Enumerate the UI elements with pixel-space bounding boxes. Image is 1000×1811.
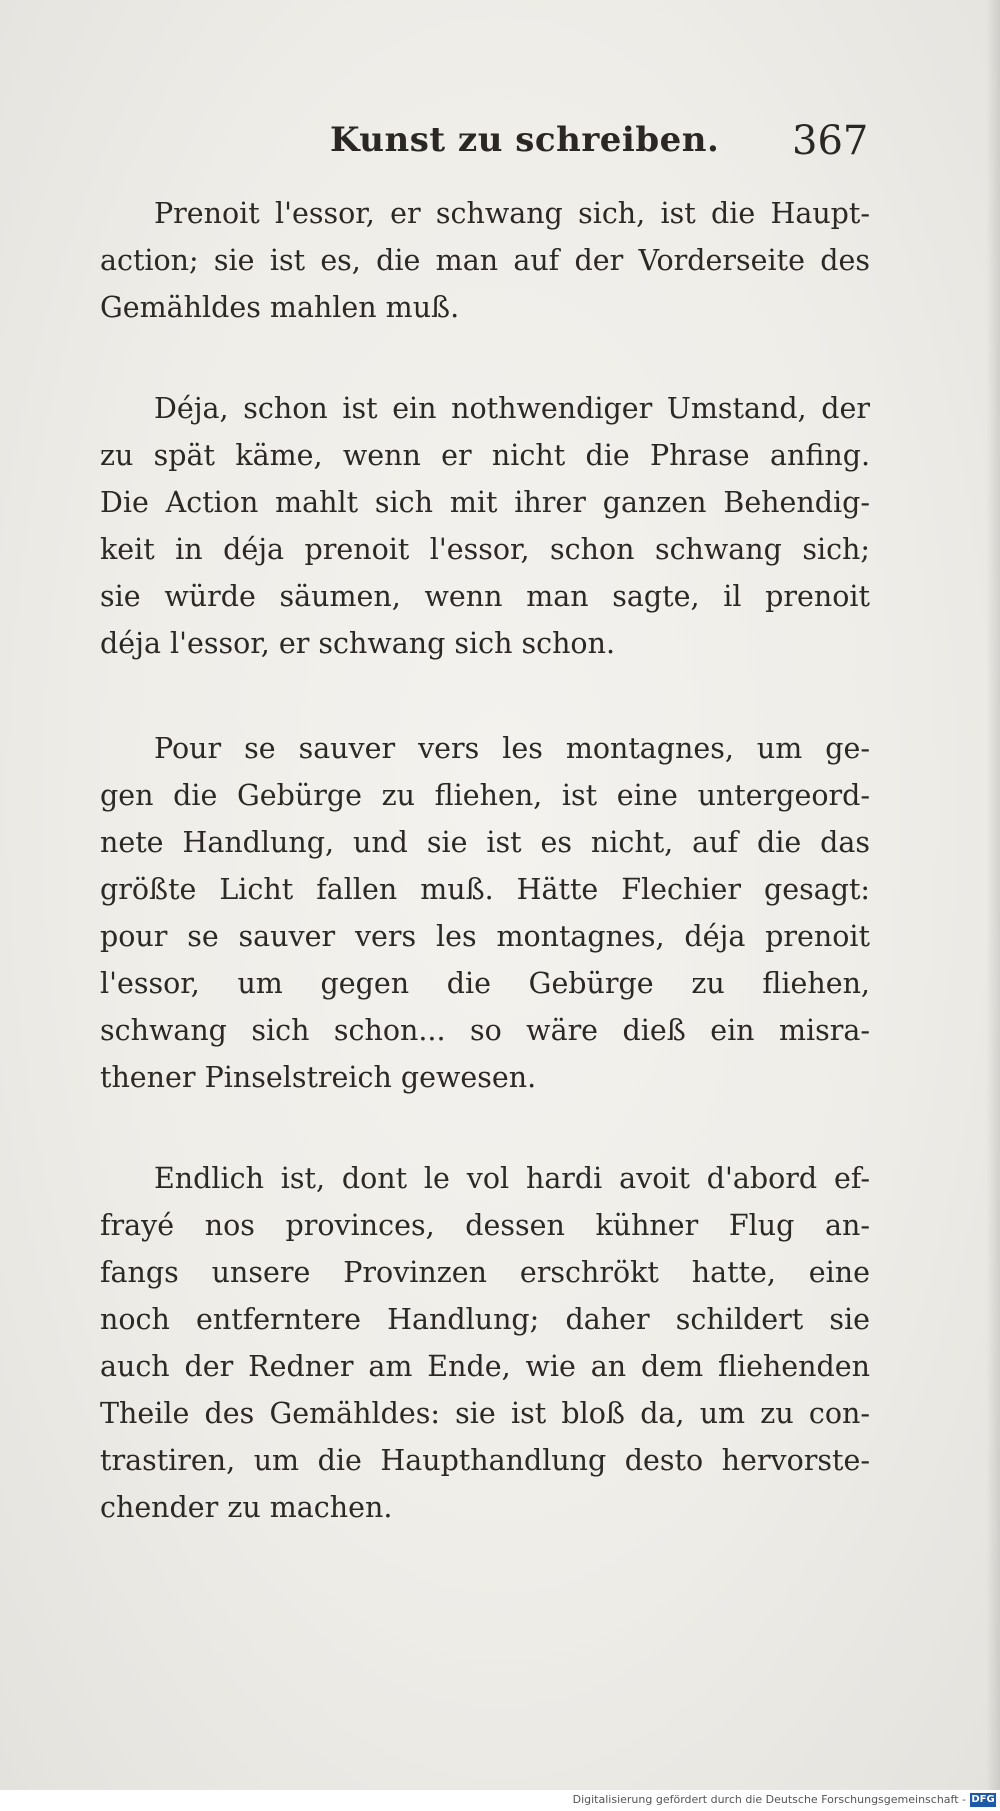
text-line: noch entferntere Handlung; daher schildert sie xyxy=(100,1303,870,1336)
text-line: Theile des Gemähldes: sie ist bloß da, um zu con- xyxy=(100,1397,870,1430)
text-line: action; sie ist es, die man auf der Vorderseite des xyxy=(100,244,870,277)
text-line: thener Pinselstreich gewesen. xyxy=(100,1061,537,1094)
text-line: frayé nos provinces, dessen kühner Flug an- xyxy=(100,1209,870,1242)
text-line: déja l'essor, er schwang sich schon. xyxy=(100,627,616,660)
paragraph-1 xyxy=(100,190,870,331)
text-line: größte Licht fallen muß. Hätte Flechier gesagt: xyxy=(100,873,870,906)
text-line: Déja, schon ist ein nothwendiger Umstand, der xyxy=(154,392,870,425)
text-line: zu spät käme, wenn er nicht die Phrase anfing. xyxy=(100,439,870,472)
text-line: trastiren, um die Haupthandlung desto hervorste- xyxy=(100,1444,870,1477)
text-line: Endlich ist, dont le vol hardi avoit d'abord ef- xyxy=(154,1162,870,1195)
text-line: l'essor, um gegen die Gebürge zu fliehen, xyxy=(100,967,870,1000)
text-line: auch der Redner am Ende, wie an dem fliehenden xyxy=(100,1350,870,1383)
text-line: Prenoit l'essor, er schwang sich, ist die Haupt- xyxy=(154,197,870,230)
text-line: Die Action mahlt sich mit ihrer ganzen Behendig- xyxy=(100,486,870,519)
text-line: Pour se sauver vers les montagnes, um ge- xyxy=(154,732,870,765)
paragraph-3 xyxy=(100,725,870,1101)
running-title: Kunst zu schreiben. xyxy=(330,120,720,160)
funding-credit: Digitalisierung gefördert durch die Deutsche Forschungsgemeinschaft - xyxy=(572,1793,966,1806)
text-line: schwang sich schon... so wäre dieß ein misra- xyxy=(100,1014,870,1047)
text-line: chender zu machen. xyxy=(100,1491,393,1524)
text-line: sie würde säumen, wenn man sagte, il prenoit xyxy=(100,580,870,613)
text-line: pour se sauver vers les montagnes, déja prenoit xyxy=(100,920,870,953)
text-line: Gemähldes mahlen muß. xyxy=(100,291,460,324)
digitization-footer xyxy=(0,1790,1000,1811)
text-line: nete Handlung, und sie ist es nicht, auf die das xyxy=(100,826,870,859)
dfg-logo: DFG xyxy=(971,1794,995,1805)
text-line: fangs unsere Provinzen erschrökt hatte, eine xyxy=(100,1256,870,1289)
text-line: keit in déja prenoit l'essor, schon schwang sich; xyxy=(100,533,870,566)
text-line: gen die Gebürge zu fliehen, ist eine untergeord- xyxy=(100,779,870,812)
paragraph-4 xyxy=(100,1155,870,1531)
page-edge-shadow xyxy=(986,0,1000,1790)
page-header xyxy=(0,120,1000,180)
paragraph-2 xyxy=(100,385,870,667)
page-number: 367 xyxy=(792,118,869,164)
